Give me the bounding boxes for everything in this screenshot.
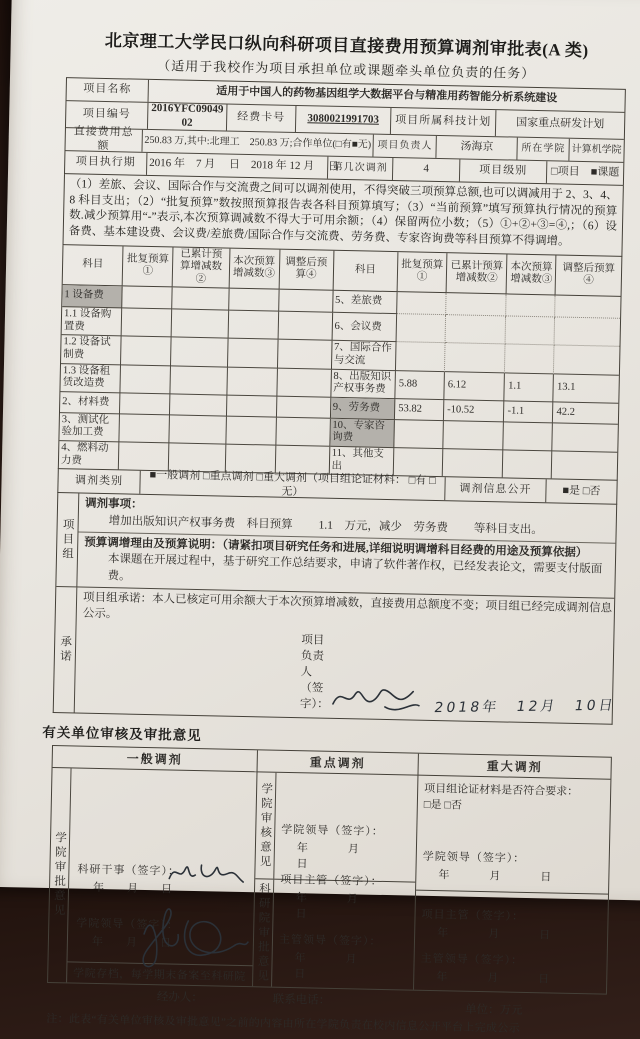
handler-label: 经办人： [156, 991, 203, 1005]
general-side-label: 学院审批意见 [48, 768, 71, 982]
labor-adjusted: 42.2 [553, 402, 618, 424]
subject-equip-purchase: 1.1 设备购置费 [62, 307, 123, 336]
clerk-signature [165, 854, 246, 890]
key-column [253, 750, 419, 989]
public-label: 调剂信息公开 [445, 477, 546, 502]
reason-text: 本课题在开展过程中，基于研究工作总结要求，申请了软件著作权，已经发表论文，需要支付版面费。 [107, 553, 603, 583]
times-label: 第几次调剂 [328, 157, 393, 180]
subject-equip-lease: 1.3 设备租赁改造费 [60, 364, 121, 393]
form-content [42, 25, 627, 1037]
form-subtitle: （适用于我校作为项目承担单位或课题牵头单位负责的任务） [157, 58, 536, 81]
total-label: 直接费用总额 [65, 128, 142, 152]
commitment-block [53, 493, 617, 724]
col-approved-r: 批复预算① [398, 252, 448, 294]
major-column [414, 754, 611, 994]
key-approve-cell [253, 873, 415, 990]
subject-travel: 5、差旅费 [333, 291, 398, 314]
subject-intl-coop: 7、国际合作与交流 [332, 341, 397, 371]
labor-current: -1.1 [504, 401, 553, 423]
fund-card-number: 3080021991703 [307, 112, 380, 126]
project-name-label: 项目名称 [67, 78, 149, 102]
commitment-upper [56, 493, 616, 598]
adjust-item-label: 调剂事项： [84, 497, 143, 512]
pub-approved: 5.88 [396, 371, 446, 400]
pub-adjusted: 13.1 [554, 374, 619, 404]
pi-signature-row [75, 626, 627, 723]
key-leader-label: 学院领导（签字）： [281, 824, 384, 839]
subject-expert: 10、专家咨询费 [330, 419, 395, 449]
col-subject: 科目 [63, 245, 124, 287]
pi-signature [329, 682, 422, 714]
key-super-date: 年 月 日 [294, 952, 397, 981]
major-review-cell [416, 776, 610, 895]
general-leader-label: 学院领导（签字）： [76, 917, 179, 932]
major-leader-date: 年 月 日 [438, 869, 558, 884]
subject-publication: 8、出版知识产权事务费 [331, 369, 396, 399]
col-approved: 批复预算① [123, 246, 174, 288]
key-pm-date: 年 月 日 [295, 892, 398, 921]
key-leader-date: 年 月 日 [296, 842, 400, 871]
key-review-cell [255, 772, 417, 883]
dean-signature [129, 900, 251, 978]
fund-card-label: 经费卡号 [227, 105, 297, 132]
promise-text: 项目组承诺：本人已核定可用余额大于本次预算增减数，直接费用总额度不变；项目组已经完成调剂信息公示。 [82, 591, 613, 621]
major-header: 重大调剂 [418, 754, 610, 780]
general-content [67, 768, 256, 986]
clerk-date: 年 月 日 [92, 881, 179, 896]
general-leader-date: 年 月 日 [91, 935, 178, 950]
period-value: 2016 年 7 月 日 2018 年 12 月 日 [147, 153, 328, 179]
fill-instructions: （1）差旅、会议、国际合作与交流费之间可以调剂使用，不得突破三项预算总额,也可以调减用于 2、3、4、8 科目支出；（2）“批复预算”数按照预算报告表各科目预算填写；（3）“当前预算”填写预算执行情况的预算数.减少预算用“-”表示,本次预算调减数不得大于可用余额；（4）保留两位小数；（5）①+②+③=④,；（6）设备费、基本建设费、会议费/差旅费/国际合作与交流费、劳务费、专家咨询费等科目预算不得调增。 [63, 174, 624, 256]
key-super-block [278, 931, 410, 984]
subject-labor: 9、劳务费 [331, 398, 396, 420]
key-review-side-label: 学院审核意见 [255, 772, 276, 879]
phone-label: 联系电话： [272, 993, 331, 1007]
pub-accumulated: 6.12 [444, 372, 505, 401]
col-adjusted-r: 调整后预算④ [556, 255, 621, 297]
subject-fuel: 4、燃料动力费 [59, 441, 120, 469]
key-pm-label: 项目主管（签字）： [280, 873, 383, 888]
major-super-date: 年 月 日 [436, 971, 556, 986]
archive-note: 学院存档，每学期末备案至科研院 [67, 961, 252, 986]
pi-sign-date: 2018年 12月 10日 [432, 697, 617, 717]
col-current: 本次预算增减数③ [229, 248, 280, 290]
general-header: 一般调剂 [53, 746, 257, 772]
subject-equip-trial: 1.2 设备试制费 [61, 336, 122, 365]
adjust-item-text: 增加出版知识产权事务费 科目预算 1.1 万元，减少 劳务费 等科目支出。 [108, 515, 543, 537]
labor-accumulated: -10.52 [444, 400, 505, 422]
subject-meeting: 6、会议费 [332, 313, 397, 343]
side-label-group: 项目组 [56, 493, 79, 586]
material-question: 项目组论证材料是否符合要求： [424, 782, 579, 798]
fund-card-value [296, 106, 392, 134]
key-approve-side-label: 科研院审批意见 [253, 880, 274, 987]
plan-value: 国家重点研发计划 [516, 116, 605, 131]
general-body [48, 768, 256, 986]
major-pm-date: 年 月 日 [437, 927, 557, 942]
col-current-r: 本次预算增减数③ [507, 254, 557, 296]
school-value: 计算机学院 [571, 143, 622, 156]
pi-signer-label: 项目负责人（签字）： [299, 634, 329, 711]
plan-label: 项目所属科技计划 [391, 108, 497, 136]
key-approve-content [272, 873, 415, 989]
major-leader-label: 学院领导（签字）： [422, 850, 526, 865]
side-label-promise: 承诺 [54, 587, 78, 713]
major-super-block [420, 950, 601, 988]
bottom-note: 注：此表“有关单位审核及审批意见”之前的内容由所在学院负责在校内信息公开平台上完成公示 [46, 1012, 520, 1035]
form-title: 北京理工大学民口纵向科研项目直接费用预算调剂审批表(A 类) [104, 30, 589, 61]
material-options: □是 □否 [423, 798, 463, 812]
times-value: 4 [393, 158, 460, 181]
level-value: □项目 ■课题 [550, 165, 620, 179]
public-value: ■是 □否 [562, 484, 601, 498]
major-approve-cell [414, 891, 608, 994]
key-header: 重点调剂 [258, 750, 418, 775]
commitment-lower [54, 587, 615, 724]
subject-equipment: 1 设备费 [62, 285, 123, 308]
unit-label: 单位：万元 [464, 1003, 523, 1017]
total-value: 250.83 万,其中:北理工 250.83 万;合作单位(□有■无) [142, 130, 374, 157]
pub-current: 1.1 [505, 373, 555, 402]
project-no-value: 2016YFC0904902 [148, 103, 228, 131]
category-label: 调剂类别 [58, 469, 140, 494]
reason-label: 预算调增理由及预算说明：（请紧扣项目研究任务和进展,详细说明调增科目经费的用途及预算依据） [84, 536, 588, 559]
major-pm-label: 项目主管（签字）： [421, 908, 525, 923]
col-subject-r: 科目 [333, 250, 398, 292]
col-accumulated-r: 已累计预算增减数② [447, 253, 508, 295]
general-column [48, 746, 258, 986]
subject-testing: 3、测试化验加工费 [59, 413, 120, 442]
approval-table [47, 745, 612, 995]
col-accumulated: 已累计预算增减数② [173, 247, 230, 289]
major-super-label: 主管领导（签字）： [420, 952, 524, 967]
reason-section [77, 532, 615, 597]
pi-label: 项目负责人 [374, 135, 437, 158]
major-pm-block [421, 906, 602, 944]
approval-section-title: 有关单位审核及审批意见 [42, 724, 202, 744]
category-options: ■一般调剂 □重点调剂 □重大调剂（项目组论证材料： □有 □无） [140, 471, 445, 500]
budget-table [58, 245, 623, 481]
key-super-label: 主管领导（签字）： [278, 933, 382, 948]
period-label: 项目执行期 [65, 151, 147, 175]
project-info-table [64, 77, 626, 186]
level-label: 项目级别 [460, 159, 547, 183]
subject-other: 11、其他支出 [329, 447, 394, 476]
key-review-content [274, 773, 417, 882]
school-label: 所在学院 [518, 138, 570, 161]
major-leader-block [422, 848, 603, 890]
clerk-label: 科研干事（签字）： [77, 863, 181, 878]
subject-material: 2、材料费 [60, 392, 121, 414]
project-no-label: 项目编号 [66, 101, 149, 129]
key-pm-block [279, 871, 411, 924]
labor-approved: 53.82 [395, 399, 444, 421]
pi-value: 汤海京 [437, 136, 519, 160]
col-adjusted: 调整后预算④ [279, 249, 334, 291]
project-name-value: 适用于中国人的药物基因组学大数据平台与精准用药智能分析系统建设 [216, 85, 558, 105]
